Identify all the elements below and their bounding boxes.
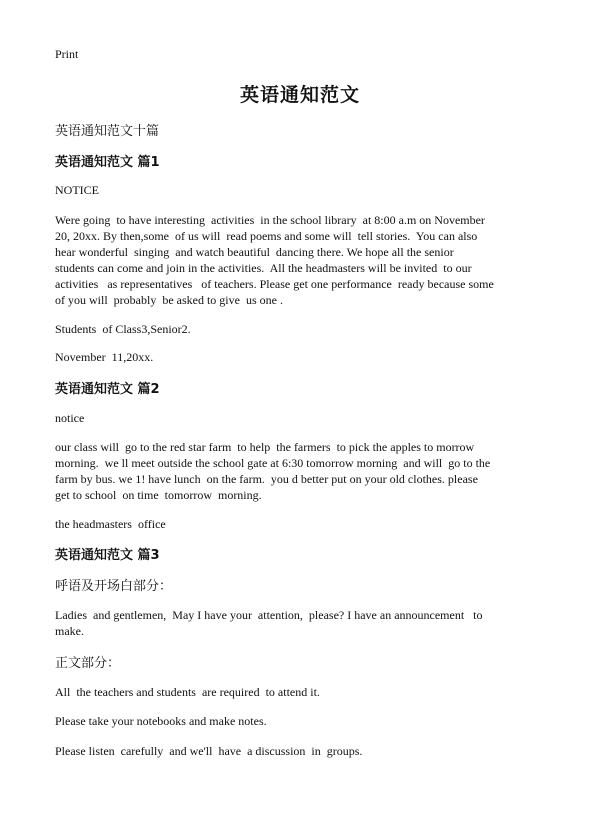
section-1-label: NOTICE: [55, 183, 99, 197]
section-3-line: Please take your notebooks and make notes.: [55, 714, 267, 728]
section-3-heading: 英语通知范文 篇3: [55, 548, 160, 563]
section-2-signature: the headmasters office: [55, 517, 166, 531]
section-3-part1-line: Ladies and gentlemen, May I have your attention, please? I have an announcement to: [55, 608, 483, 622]
section-3-line: All the teachers and students are required to attend it.: [55, 685, 320, 699]
section-1-body-line: Were going to have interesting activities in the school library at 8:00 a.m on November: [55, 213, 485, 227]
section-2-label: notice: [55, 411, 85, 425]
section-3-part1-label: 呼语及开场白部分：: [55, 579, 173, 594]
document-title: 英语通知范文: [239, 84, 360, 106]
section-2-body-line: our class will go to the red star farm to help the farmers to pick the apples to morrow: [55, 440, 475, 454]
section-1-body-line: of you will probably be asked to give us one .: [55, 293, 283, 307]
section-2-body-line: get to school on time tomorrow morning.: [55, 488, 262, 502]
print-label: Print: [55, 47, 79, 61]
section-1-body-line: activities as representatives of teachers. Please get one performance ready because some: [55, 277, 494, 291]
document-subtitle: 英语通知范文十篇: [55, 124, 160, 139]
section-1-signature: Students of Class3,Senior2.: [55, 322, 191, 336]
section-3-part1-line: make.: [55, 624, 84, 638]
section-2-body-line: farm by bus. we 1! have lunch on the farm. you d better put on your old clothes. please: [55, 472, 478, 486]
section-2-body-line: morning. we ll meet outside the school gate at 6:30 tomorrow morning and will go to the: [55, 456, 491, 470]
section-1-body-line: 20, 20xx. By then,some of us will read poems and some will tell stories. You can also: [55, 229, 478, 243]
section-3-part2-label: 正文部分：: [55, 656, 121, 671]
section-1-date: November 11,20xx.: [55, 350, 154, 364]
section-2-heading: 英语通知范文 篇2: [55, 382, 160, 397]
section-1-body-line: hear wonderful singing and watch beautiful dancing there. We hope all the senior: [55, 245, 454, 259]
section-1-heading: 英语通知范文 篇1: [55, 155, 160, 170]
section-1-body-line: students can come and join in the activities. All the headmasters will be invited to our: [55, 261, 472, 275]
section-3-line: Please listen carefully and we'll have a discussion in groups.: [55, 744, 363, 758]
